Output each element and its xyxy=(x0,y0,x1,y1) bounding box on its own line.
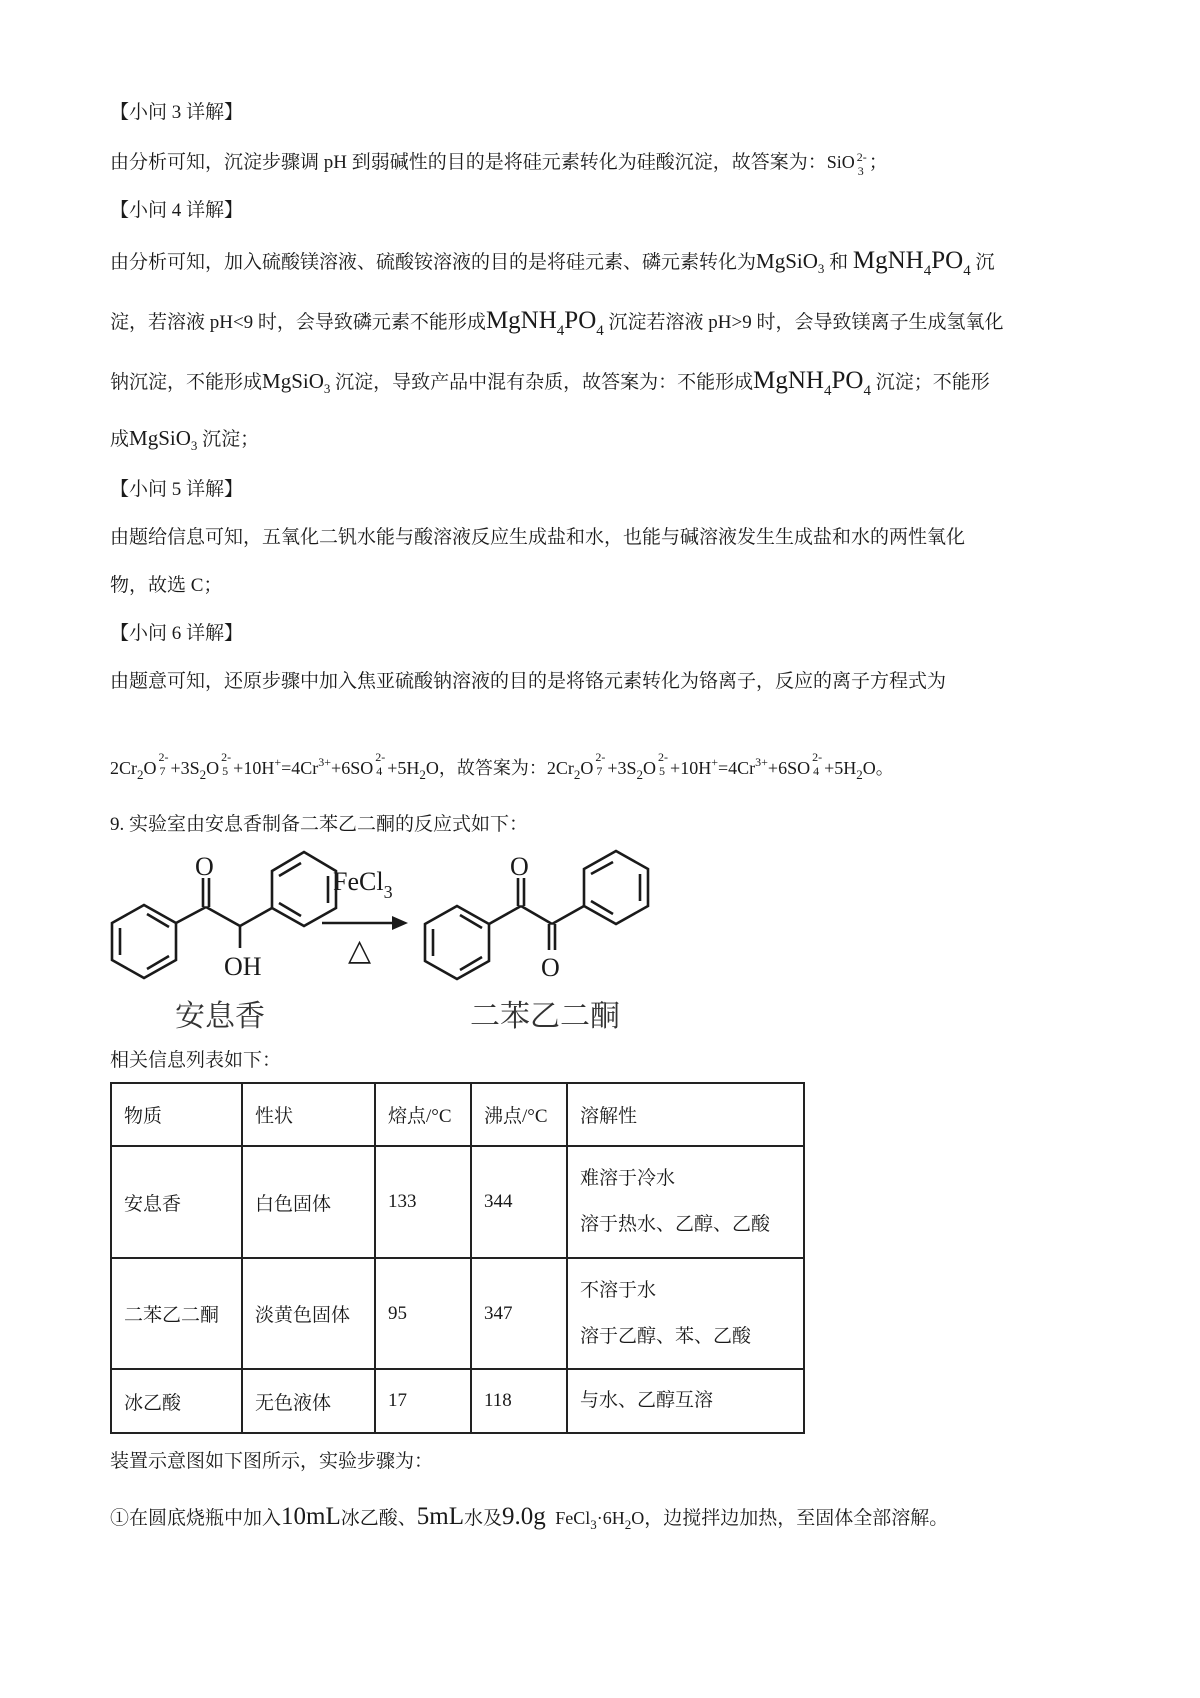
benzene-ring xyxy=(584,851,648,924)
table-row xyxy=(111,1258,804,1369)
q3-answer xyxy=(110,150,888,178)
q4-text: 沉淀，导致产品中混有杂质，故答案为：不能形成 xyxy=(335,372,754,393)
q4-line4 xyxy=(110,426,259,458)
formula-mgnh4po4: $MgNH_4PO_4$ xyxy=(753,367,871,399)
benzene-ring xyxy=(272,852,336,926)
q3-ion: SiO xyxy=(826,152,855,172)
heat-symbol: △ xyxy=(348,933,372,968)
bond xyxy=(176,907,206,923)
state-cell: 白色固体 xyxy=(242,1146,375,1258)
oxygen-label: O xyxy=(195,852,214,881)
q4-line1 xyxy=(110,249,994,283)
q4-text: 沉 xyxy=(975,252,995,273)
q4-and: 和 xyxy=(829,252,849,273)
q6-heading: 【小问 6 详解】 xyxy=(110,623,244,644)
q4-text: 沉淀若溶液 pH>9 时，会导致镁离子生成氢氧化 xyxy=(608,312,1004,333)
apparatus-text: 装置示意图如下图所示，实验步骤为： xyxy=(110,1451,434,1472)
substance-cell: 二苯乙二酮 xyxy=(111,1258,242,1369)
boiling-point-cell: 347 xyxy=(471,1258,567,1369)
benzil-structure xyxy=(425,851,648,979)
bond xyxy=(206,907,240,926)
boiling-point-cell: 344 xyxy=(471,1146,567,1258)
ionic-equation-answer: $2Cr_2O$ 2- 7 $+3S_2O$ 2- 5 $+10H^+=4Cr^{3+}+6SO$ 2- 4 $+5H_2O$ xyxy=(546,750,876,782)
arrowhead-icon xyxy=(392,916,408,930)
reaction-scheme xyxy=(100,840,700,1040)
formula-mgsio3: MgSiO$_3$ xyxy=(756,249,825,276)
table-intro: 相关信息列表如下： xyxy=(110,1050,282,1071)
benzene-ring xyxy=(112,905,176,978)
header-cell: 沸点/°C xyxy=(471,1083,567,1146)
header-cell: 溶解性 xyxy=(567,1083,804,1146)
q6-equation-line xyxy=(110,750,894,787)
formula-mgsio3: MgSiO$_3$ xyxy=(262,369,331,396)
header-cell: 熔点/°C xyxy=(375,1083,471,1146)
bond xyxy=(552,906,584,924)
q4-line2 xyxy=(110,309,1003,343)
boiling-point-cell: 118 xyxy=(471,1369,567,1433)
q3-ion-scripts xyxy=(855,150,869,178)
melting-point-cell: 17 xyxy=(375,1369,471,1433)
substance-cell: 冰乙酸 xyxy=(111,1369,242,1433)
bond xyxy=(489,906,521,924)
q6-mid: ，故答案为： xyxy=(438,758,547,778)
table-row xyxy=(111,1146,804,1258)
volume-water: 5mL xyxy=(416,1503,464,1530)
oxygen-label: O xyxy=(510,852,529,881)
state-cell: 淡黄色固体 xyxy=(242,1258,375,1369)
formula-mgnh4po4: $MgNH_4PO_4$ xyxy=(485,307,604,339)
q4-text: 钠沉淀，不能形成 xyxy=(110,372,263,393)
q4-text: 沉淀； xyxy=(202,429,260,450)
solubility-cell: 不溶于水 溶于乙醇、苯、乙酸 xyxy=(567,1258,804,1369)
substance-cell: 安息香 xyxy=(111,1146,242,1258)
state-cell: 无色液体 xyxy=(242,1369,375,1433)
q4-heading: 【小问 4 详解】 xyxy=(110,200,244,221)
oxygen-label: O xyxy=(541,953,560,982)
q6-end: 。 xyxy=(875,758,894,778)
volume-acetic-acid: 10mL xyxy=(281,1503,341,1530)
q3-text: 由分析可知，沉淀步骤调 pH 到弱碱性的目的是将硅元素转化为硅酸沉淀，故答案为： xyxy=(110,152,827,173)
bond xyxy=(240,908,272,926)
q4-line3 xyxy=(110,369,990,403)
q4-text: 淀，若溶液 pH<9 时，会导致磷元素不能形成 xyxy=(110,312,486,333)
melting-point-cell: 133 xyxy=(375,1146,471,1258)
q4-text: 成 xyxy=(110,429,130,450)
reagent-label: FeCl$_3$ xyxy=(333,867,393,902)
ionic-equation: $2Cr_2O$ 2- 7 $+3S_2O$ 2- 5 $+10H^+=4Cr^{3+}+6SO$ 2- 4 $+5H_2O$ xyxy=(110,750,439,782)
formula-fecl3-hydrate: $FeCl_3\cdot 6H_2O$ xyxy=(555,1508,645,1532)
q3-ion-count: 3 xyxy=(857,164,864,178)
q3-tail: ； xyxy=(868,152,888,173)
formula-mgnh4po4: $MgNH_4PO_4$ xyxy=(852,247,971,279)
q4-text: 由分析可知，加入硫酸镁溶液、硫酸铵溶液的目的是将硅元素、磷元素转化为 xyxy=(110,252,757,273)
q6-line1: 由题意可知，还原步骤中加入焦亚硫酸钠溶液的目的是将铬元素转化为铬离子，反应的离子方程式为 xyxy=(110,671,947,692)
q3-ion-charge: 2- xyxy=(856,150,867,164)
benzene-ring xyxy=(425,906,489,979)
melting-point-cell: 95 xyxy=(375,1258,471,1369)
q9-title: 9. 实验室由安息香制备二苯乙二酮的反应式如下： xyxy=(110,814,529,835)
formula-mgsio3: MgSiO$_3$ xyxy=(129,426,198,453)
reactant-name: 安息香 xyxy=(175,999,265,1034)
header-cell: 性状 xyxy=(242,1083,375,1146)
q5-line2: 物，故选 C； xyxy=(110,575,223,596)
header-cell: 物质 xyxy=(111,1083,242,1146)
table-header-row xyxy=(111,1083,804,1146)
q5-line1: 由题给信息可知，五氧化二钒水能与酸溶液反应生成盐和水，也能与碱溶液发生生成盐和水的两性氧化 xyxy=(110,527,966,548)
info-table xyxy=(110,1082,805,1434)
q3-heading: 【小问 3 详解】 xyxy=(110,102,244,123)
solubility-cell: 难溶于冷水 溶于热水、乙醇、乙酸 xyxy=(567,1146,804,1258)
q4-text: 沉淀；不能形 xyxy=(875,372,990,393)
step-1: ①在圆底烧瓶中加入10mL冰乙酸、5mL水及9.0g $FeCl_3\cdot 6H_2O$，边搅拌边加热，至固体全部溶解。 xyxy=(110,1503,949,1532)
table-row xyxy=(111,1369,804,1433)
solubility-cell: 与水、乙醇互溶 xyxy=(567,1369,804,1433)
product-name: 二苯乙二酮 xyxy=(470,999,620,1034)
mass-fecl3: 9.0g xyxy=(501,1503,546,1530)
q5-heading: 【小问 5 详解】 xyxy=(110,479,244,500)
hydroxyl-label: OH xyxy=(224,952,262,981)
bond xyxy=(521,906,552,924)
